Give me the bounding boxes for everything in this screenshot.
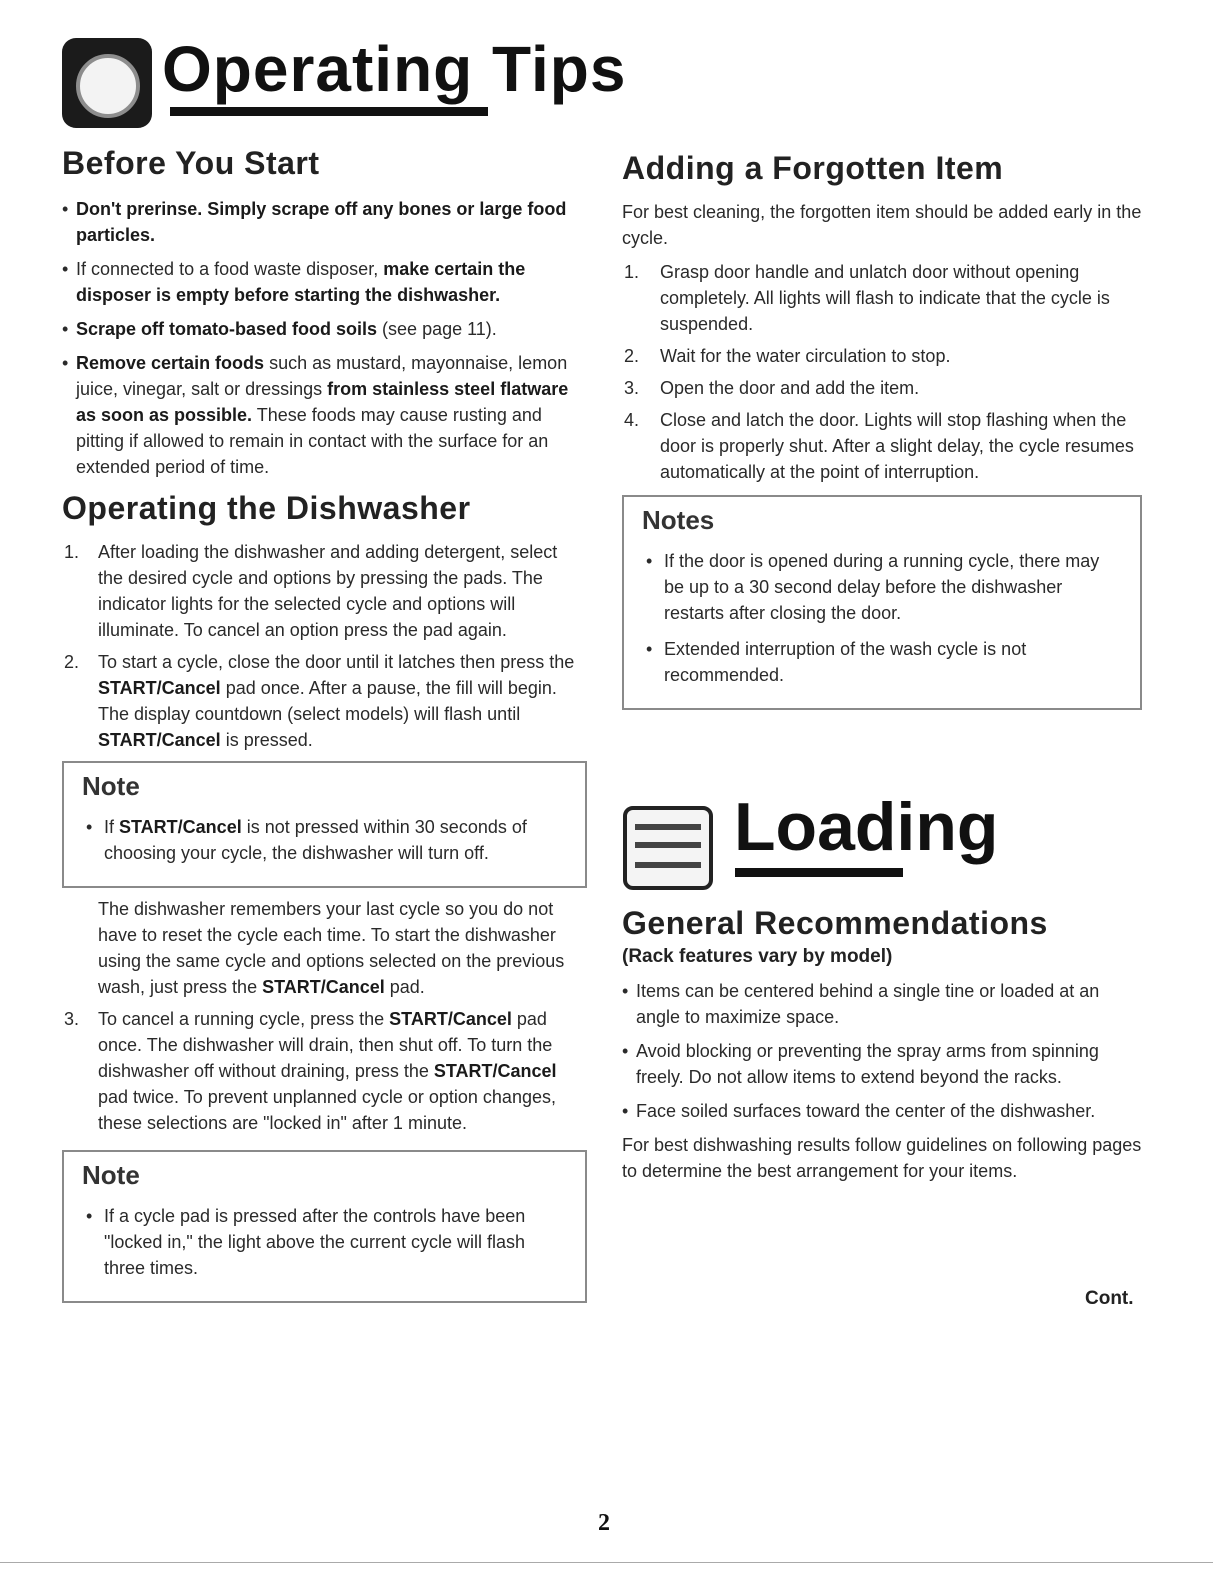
notes-box <box>622 495 1142 710</box>
general-heading: General Recommendations <box>622 905 1048 941</box>
step-item: 1. After loading the dishwasher and adding detergent, select the desired cycle and options by pressing the pads. The indicator lights for the selected cycle and options will illuminate. To cancel an option press the pad again. <box>64 542 558 640</box>
list-item: • Face soiled surfaces toward the center of the dishwasher. <box>622 1098 1142 1124</box>
banner-underline <box>170 107 488 116</box>
list-item: • Remove certain foods such as mustard, mayonnaise, lemon juice, vinegar, salt or dressings from stainless steel flatware as soon as possible. These foods may cause rusting and pitting if allowed to remain in contact with the surface for an extended period of time. <box>62 350 587 480</box>
page-banner-title: Operating Tips <box>162 33 627 105</box>
list-item: • If connected to a food waste disposer, make certain the disposer is empty before starting the dishwasher. <box>62 256 587 308</box>
list-item: • Don't prerinse. Simply scrape off any bones or large food particles. <box>62 196 587 248</box>
note-item: • If START/Cancel is not pressed within 30 seconds of choosing your cycle, the dishwasher will turn off. <box>82 814 567 866</box>
general-subheading: (Rack features vary by model) <box>622 946 893 967</box>
list-item: • Items can be centered behind a single tine or loaded at an angle to maximize space. <box>622 978 1142 1030</box>
note-item: • Extended interruption of the wash cycle is not recommended. <box>642 636 1122 688</box>
note-box <box>62 1150 587 1303</box>
page-number: 2 <box>598 1510 610 1536</box>
step-item: 4. Close and latch the door. Lights will stop flashing when the door is properly shut. After a slight delay, the cycle resumes automatically at the point of interruption. <box>624 410 1134 482</box>
note-box <box>62 761 587 888</box>
notes-title: Notes <box>642 505 715 535</box>
note-title: Note <box>82 1160 140 1190</box>
forgotten-item-heading: Adding a Forgotten Item <box>622 150 1004 186</box>
general-recommendations <box>622 905 1142 1190</box>
operating-heading: Operating the Dishwasher <box>62 490 471 526</box>
note-item: • If a cycle pad is pressed after the controls have been "locked in," the light above the current cycle will flash three times. <box>82 1203 567 1281</box>
list-item: • Avoid blocking or preventing the spray arms from spinning freely. Do not allow items to extend beyond the racks. <box>622 1038 1142 1090</box>
loading-underline <box>735 868 903 877</box>
step-item: 3. To cancel a running cycle, press the START/Cancel pad once. The dishwasher will drain, then shut off. To turn the dishwasher off without draining, press the START/Cancel pad twice. To prevent unplanned cycle or option changes, these selections are "locked in" after 1 minute. <box>64 1009 557 1133</box>
list-item: • Scrape off tomato-based food soils (see page 11). <box>62 316 587 342</box>
left-column <box>62 145 587 1311</box>
step-item: 2. Wait for the water circulation to stop. <box>624 346 951 366</box>
note-item: • If the door is opened during a running cycle, there may be up to a 30 second delay before the dishwasher restarts after closing the door. <box>642 548 1122 626</box>
note-title: Note <box>82 771 140 801</box>
before-you-start-heading: Before You Start <box>62 145 320 181</box>
dish-rack-icon <box>623 806 713 890</box>
closing-paragraph: For best dishwashing results follow guidelines on following pages to determine the best arrangement for your items. <box>622 1135 1142 1181</box>
step-item: 2. To start a cycle, close the door until it latches then press the START/Cancel pad once. After a pause, the fill will begin. The display countdown (select models) will flash until START/Cancel is pressed. <box>64 652 575 750</box>
forgotten-intro: For best cleaning, the forgotten item should be added early in the cycle. <box>622 202 1142 248</box>
step-item: 1. Grasp door handle and unlatch door without opening completely. All lights will flash to indicate that the cycle is suspended. <box>624 262 1110 334</box>
loading-banner-title: Loading <box>734 789 999 865</box>
step-item: 3. Open the door and add the item. <box>624 378 920 398</box>
right-column <box>622 150 1142 718</box>
continued-label: Cont. <box>1085 1288 1134 1309</box>
remember-paragraph: The dishwasher remembers your last cycle so you do not have to reset the cycle each time. To start the dishwasher using the same cycle and options selected on the previous wash, just press the START/Cancel pad. <box>98 899 565 997</box>
footer-divider <box>0 1562 1213 1563</box>
operating-tips-icon <box>62 38 152 128</box>
